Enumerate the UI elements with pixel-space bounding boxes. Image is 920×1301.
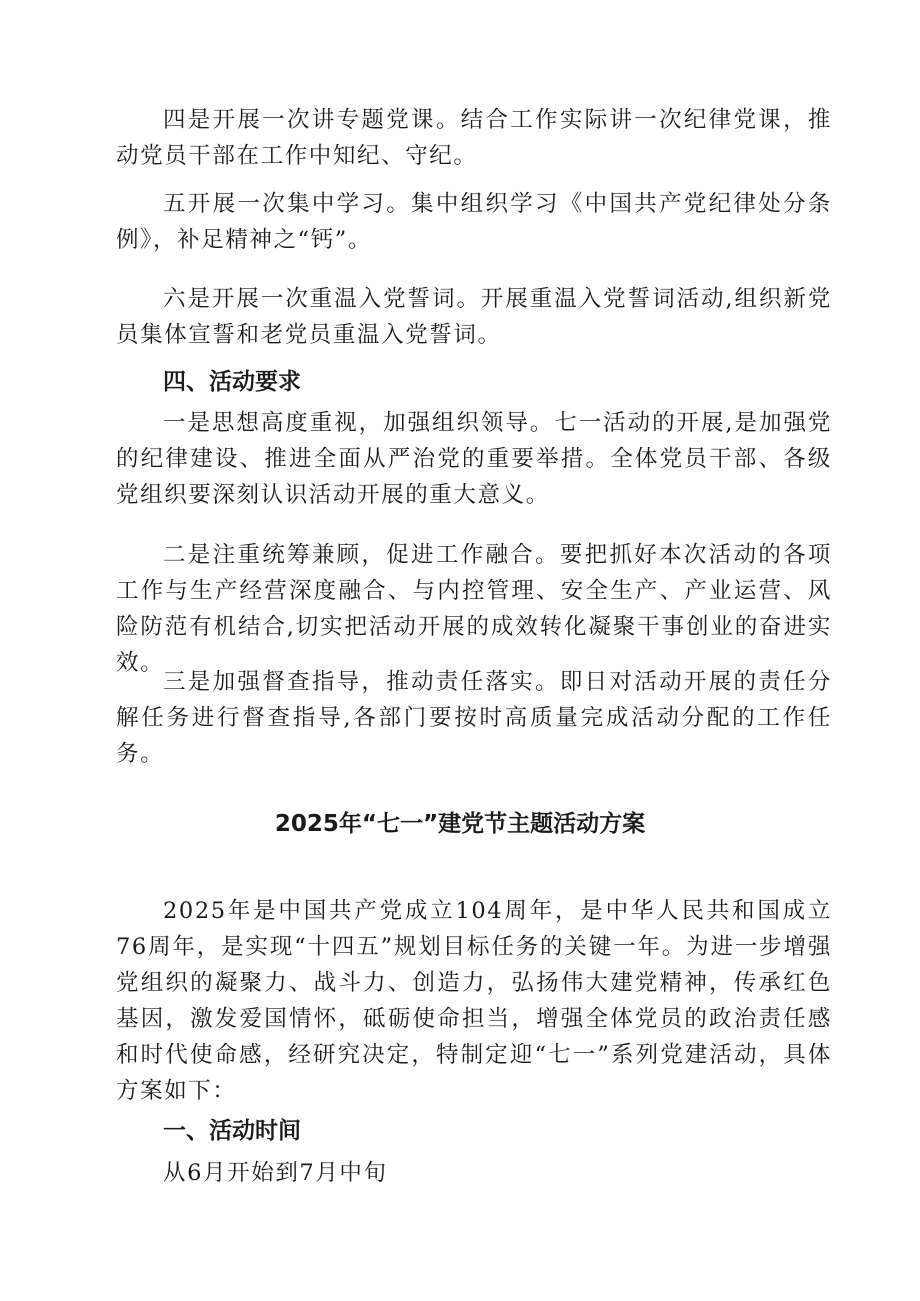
paragraph-item-4: 四是开展一次讲专题党课。结合工作实际讲一次纪律党课，推动党员干部在工作中知纪、守纪。 <box>116 107 832 169</box>
paragraph-item-5: 五开展一次集中学习。集中组织学习《中国共产党纪律处分条例》，补足精神之“钙”。 <box>116 191 832 253</box>
intro-paragraph: 2025年是中国共产党成立104周年，是中华人民共和国成立76周年，是实现“十四五”规划目标任务的关键一年。为进一步增强党组织的凝聚力、战斗力、创造力，弘扬伟大建党精神，传承红色基因，激发爱国情怀，砥砺使命担当，增强全体党员的政治责任感和时代使命感，经研究决定，特制定迎“七一”系列党建活动，具体方案如下： <box>116 898 832 1104</box>
section-heading-time: 一、活动时间 <box>163 1118 301 1144</box>
section-heading-requirements: 四、活动要求 <box>163 369 301 395</box>
requirement-paragraph-2: 二是注重统筹兼顾，促进工作融合。要把抓好本次活动的各项工作与生产经营深度融合、与内控管理、安全生产、产业运营、风险防范有机结合,切实把活动开展的成效转化凝聚干事创业的奋进实效。 <box>116 542 832 676</box>
document-title: 2025年“七一”建党节主题活动方案 <box>274 811 646 837</box>
activity-time-text: 从6月开始到7月中旬 <box>163 1160 388 1186</box>
requirement-paragraph-1: 一是思想高度重视，加强组织领导。七一活动的开展,是加强党的纪律建设、推进全面从严治党的重要举措。全体党员干部、各级党组织要深刻认识活动开展的重大意义。 <box>116 410 832 508</box>
requirement-paragraph-3: 三是加强督查指导，推动责任落实。即日对活动开展的责任分解任务进行督查指导,各部门要按时高质量完成活动分配的工作任务。 <box>116 669 832 767</box>
paragraph-item-6: 六是开展一次重温入党誓词。开展重温入党誓词活动,组织新党员集体宣誓和老党员重温入党誓词。 <box>116 286 832 348</box>
